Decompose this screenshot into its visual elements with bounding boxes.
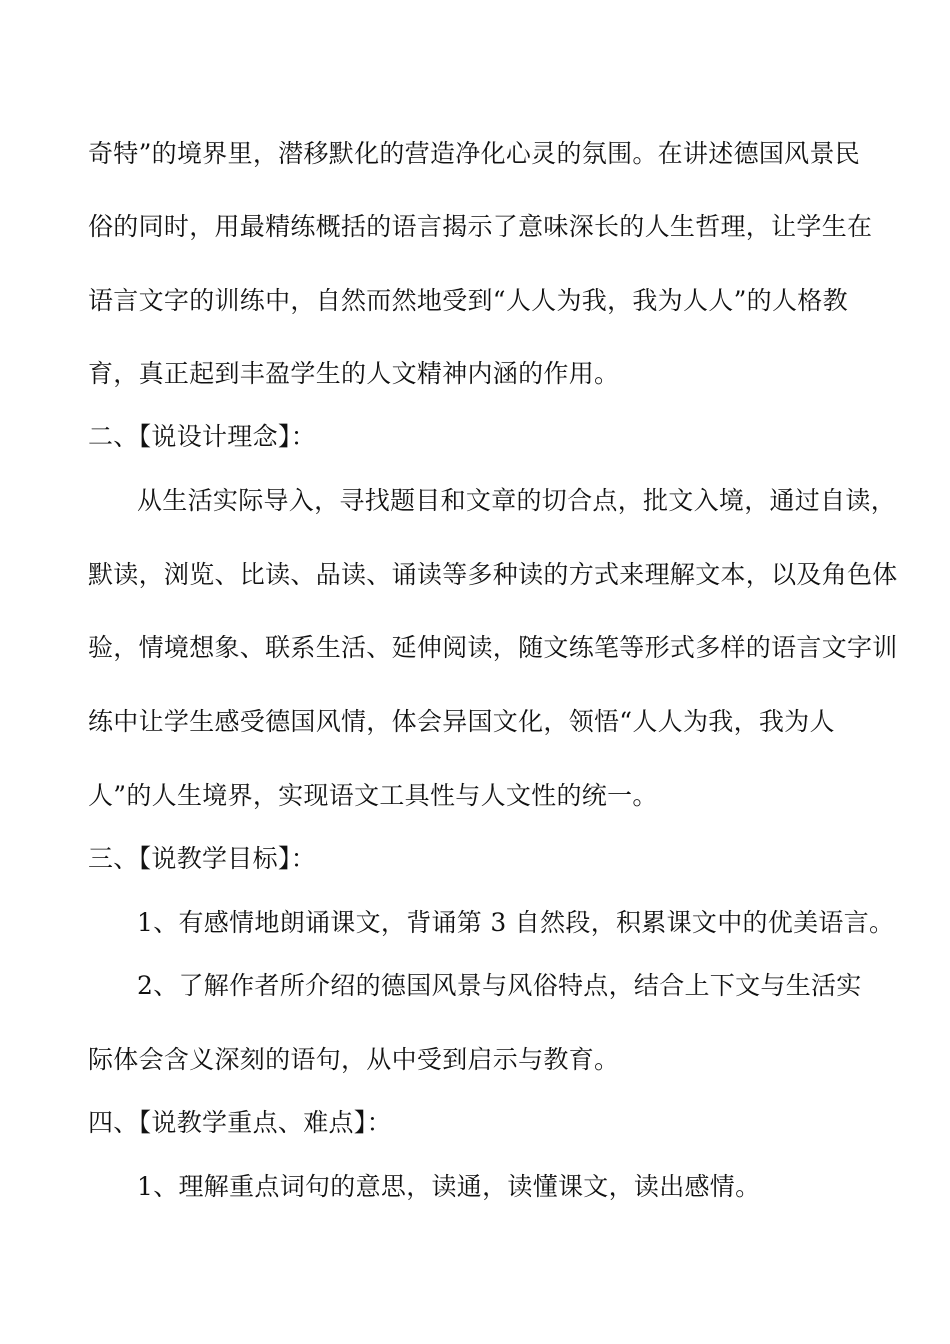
paragraph-line-4: 育，真正起到丰盈学生的人文精神内涵的作用。 (88, 359, 620, 388)
list-item-goal-2: 2、了解作者所介绍的德国风景与风俗特点，结合上下文与生活实 (137, 971, 862, 1000)
list-item-goal-2-continued: 际体会含义深刻的语句，从中受到启示与教育。 (88, 1045, 620, 1074)
section-heading-key-points: 四、【说教学重点、难点】： (88, 1108, 392, 1137)
list-item-key-point-1: 1、理解重点词句的意思，读通，读懂课文，读出感情。 (137, 1172, 761, 1201)
paragraph-line-3: 语言文字的训练中，自然而然地受到“人人为我，我为人人”的人格教 (88, 286, 848, 315)
list-item-goal-1: 1、有感情地朗诵课文，背诵第 3 自然段，积累课文中的优美语言。 (137, 908, 895, 937)
paragraph-line-9: 练中让学生感受德国风情，体会异国文化，领悟“人人为我，我为人 (88, 707, 835, 736)
section-heading-teaching-goals: 三、【说教学目标】： (88, 844, 317, 873)
paragraph-line-2: 俗的同时，用最精练概括的语言揭示了意味深长的人生哲理，让学生在 (88, 212, 873, 241)
paragraph-line-8: 验，情境想象、联系生活、延伸阅读，随文练笔等形式多样的语言文字训 (88, 633, 898, 662)
section-heading-design-concept: 二、【说设计理念】： (88, 422, 317, 451)
paragraph-line-1: 奇特”的境界里，潜移默化的营造净化心灵的氛围。在讲述德国风景民 (88, 139, 861, 168)
paragraph-line-7: 默读，浏览、比读、品读、诵读等多种读的方式来理解文本，以及角色体 (88, 560, 898, 589)
paragraph-line-6: 从生活实际导入，寻找题目和文章的切合点，批文入境，通过自读， (137, 486, 897, 515)
paragraph-line-10: 人”的人生境界，实现语文工具性与人文性的统一。 (88, 781, 658, 810)
